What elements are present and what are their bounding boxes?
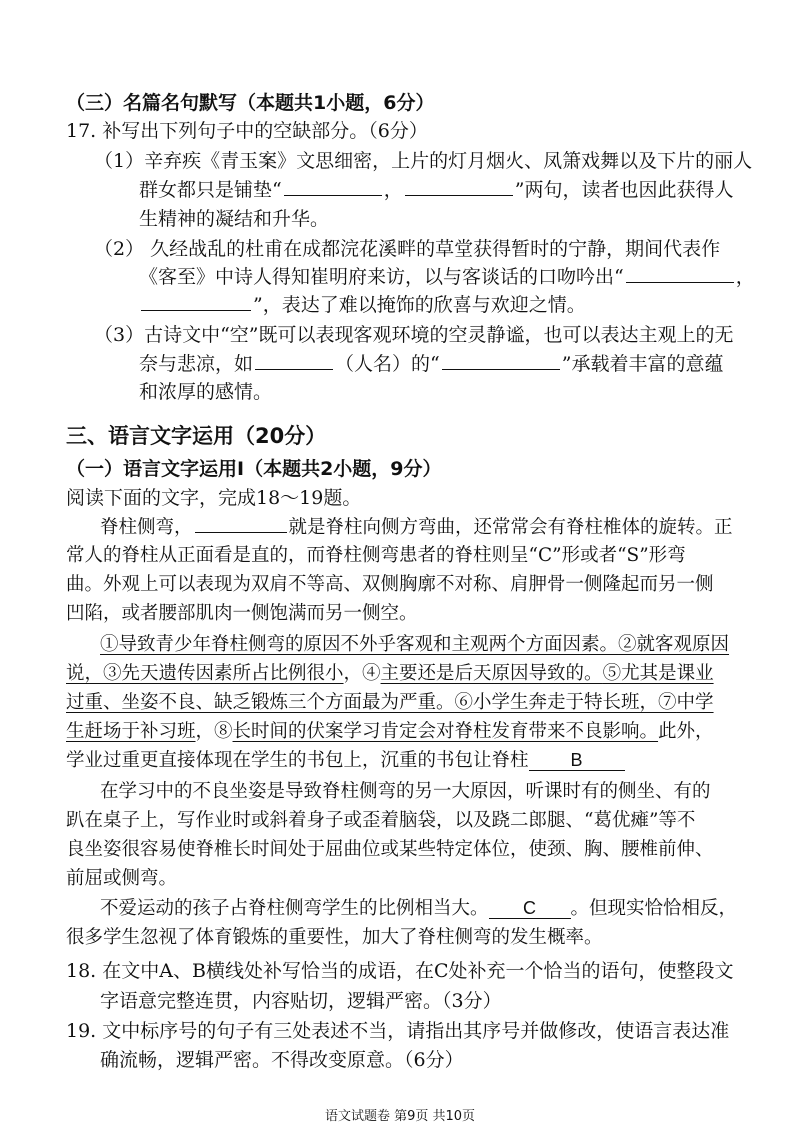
q17-2-line2 bbox=[139, 264, 755, 290]
blank-17-1-a[interactable] bbox=[284, 177, 382, 196]
sentence-2-end: 说，③ bbox=[66, 663, 122, 684]
passage-p1-line2: 常人的脊柱从正面看是直的，而脊柱侧弯患者的脊柱则呈“C”形或者“S”形弯 bbox=[66, 545, 686, 566]
question-17-intro: 17. 补写出下列句子中的空缺部分。（6分） bbox=[66, 120, 428, 142]
blank-a[interactable] bbox=[195, 514, 287, 533]
q17-1-text-c: ”两句，读者也因此获得人 bbox=[514, 179, 734, 201]
blank-17-2-b[interactable] bbox=[141, 292, 251, 311]
passage-p2-line2 bbox=[66, 661, 714, 687]
q17-1-line1: （1）辛弃疾《青玉案》文思细密，上片的灯月烟火、凤箫戏舞以及下片的丽人 bbox=[94, 150, 753, 172]
passage-p2-line5 bbox=[66, 748, 625, 774]
question-18-line2: 字语意完整连贯，内容贴切，逻辑严密。（3分） bbox=[100, 990, 502, 1012]
sentence-8: 长时间的伏案学习肯定会对脊柱发育带来不良影响。 bbox=[232, 721, 659, 742]
comma-4: ，④ bbox=[343, 663, 381, 684]
q17-3-line2 bbox=[139, 351, 723, 377]
sentence-6: ⑥小学生奔走于特长班，⑦ bbox=[454, 692, 677, 713]
q17-1-text-b: ， bbox=[383, 179, 403, 201]
p1-text-a: 脊柱侧弯， bbox=[100, 517, 193, 538]
passage-p2-line4 bbox=[66, 719, 714, 745]
q17-3-text-c: ”承载着丰富的意蕴 bbox=[561, 353, 724, 375]
reading-instruction: 阅读下面的文字，完成18～19题。 bbox=[66, 487, 362, 509]
passage-p2-line3 bbox=[66, 690, 714, 716]
part-heading-language-use: 三、语言文字运用（20分） bbox=[66, 424, 327, 448]
section-heading-mingju: （三）名篇名句默写（本题共1小题，6分） bbox=[66, 92, 435, 114]
passage-p4-line1 bbox=[100, 896, 737, 922]
blank-17-2-a[interactable] bbox=[626, 264, 734, 283]
p2-text-d: 此外， bbox=[658, 721, 714, 742]
page-footer: 语文试题卷 第9页 共10页 bbox=[324, 1109, 476, 1124]
q17-3-text-b: （人名）的“ bbox=[335, 353, 440, 375]
p4-text-a: 不爱运动的孩子占脊柱侧弯学生的比例相当大。 bbox=[100, 898, 489, 919]
passage-p2-line1 bbox=[100, 632, 729, 658]
passage-p3-line1: 在学习中的不良坐姿是导致脊柱侧弯的另一大原因，听课时有的侧坐、有的 bbox=[100, 781, 711, 802]
question-19-line1: 19. 文中标序号的句子有三处表述不当，请指出其序号并做修改，使语言表达准 bbox=[66, 1020, 730, 1042]
q17-1-line3: 生精神的凝结和升华。 bbox=[139, 208, 330, 230]
q17-2-text-a: 《客至》中诗人得知崔明府来访，以与客谈话的口吻吟出“ bbox=[139, 266, 624, 288]
passage-p1-line4: 凹陷，或者腰部肌肉一侧饱满而另一侧空。 bbox=[66, 603, 418, 624]
q17-3-text-a: 奈与悲凉，如 bbox=[139, 353, 254, 375]
sentence-5: ⑤尤其是课业 bbox=[602, 663, 714, 684]
q17-2-text-c: ”，表达了难以掩饰的欣喜与欢迎之情。 bbox=[253, 294, 586, 316]
passage-p3-line4: 前屈或侧弯。 bbox=[66, 868, 178, 889]
passage-p1-line3: 曲。外观上可以表现为双肩不等高、双侧胸廓不对称、肩胛骨一侧隆起而另一侧 bbox=[66, 574, 714, 595]
passage-p1-line1 bbox=[100, 514, 733, 541]
blank-17-3-line[interactable] bbox=[442, 351, 560, 370]
p2-text-e: 学业过重更直接体现在学生的书包上，沉重的书包让脊柱 bbox=[66, 750, 529, 771]
sentence-2: ②就客观原因 bbox=[618, 634, 730, 655]
q17-3-line3: 和浓厚的感情。 bbox=[139, 381, 273, 403]
blank-b[interactable]: B bbox=[529, 750, 625, 771]
passage-p3-line2: 趴在桌子上，写作业时或斜着身子或歪着脑袋，以及跷二郎腿、“葛优瘫”等不 bbox=[66, 810, 696, 831]
sentence-3: 先天遗传因素所占比例很小 bbox=[121, 663, 344, 684]
sentence-4: 主要还是后天原因导致的。 bbox=[380, 663, 603, 684]
sentence-7: 中学 bbox=[676, 692, 714, 713]
sentence-1: ①导致青少年脊柱侧弯的原因不外乎客观和主观两个方面因素。 bbox=[100, 634, 619, 655]
passage-p4-line2: 很多学生忽视了体育锻炼的重要性，加大了脊柱侧弯的发生概率。 bbox=[66, 927, 603, 948]
p4-text-b: 。但现实恰恰相反， bbox=[570, 898, 738, 919]
question-19-line2: 确流畅，逻辑严密。不得改变原意。（6分） bbox=[100, 1049, 464, 1071]
sentence-5-end: 过重、坐姿不良、缺乏锻炼三个方面最为严重。 bbox=[66, 692, 455, 713]
q17-2-line3 bbox=[139, 292, 586, 318]
p1-text-b: 就是脊柱向侧方弯曲，还常常会有脊柱椎体的旋转。正 bbox=[288, 517, 733, 538]
question-18-line1: 18. 在文中A、B横线处补写恰当的成语，在C处补充一个恰当的语句，使整段文 bbox=[66, 960, 734, 982]
passage-p3-line3: 良坐姿很容易使脊椎长时间处于屈曲位或某些特定体位，使颈、胸、腰椎前伸、 bbox=[66, 839, 714, 860]
blank-17-3-name[interactable] bbox=[255, 351, 333, 370]
blank-17-1-b[interactable] bbox=[405, 177, 513, 196]
q17-2-line1: （2） 久经战乱的杜甫在成都浣花溪畔的草堂获得暂时的宁静，期间代表作 bbox=[94, 238, 721, 260]
subsection-heading: （一）语言文字运用Ⅰ（本题共2小题，9分） bbox=[66, 458, 442, 480]
sentence-7-end: 生赶场于补习班 bbox=[66, 721, 196, 742]
q17-3-line1: （3）古诗文中“空”既可以表现客观环境的空灵静谧，也可以表达主观上的无 bbox=[94, 324, 734, 346]
q17-1-text-a: 群女都只是铺垫“ bbox=[139, 179, 282, 201]
q17-2-text-b: ， bbox=[735, 266, 755, 288]
comma-8: ，⑧ bbox=[195, 721, 233, 742]
q17-1-line2 bbox=[139, 177, 733, 203]
blank-c[interactable]: C bbox=[489, 898, 571, 919]
